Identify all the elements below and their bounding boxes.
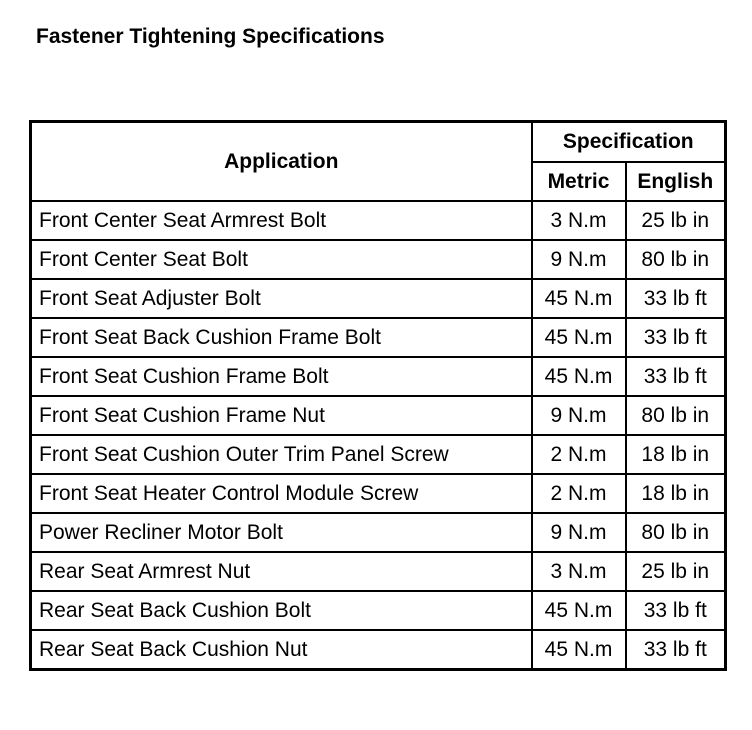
application-cell: Rear Seat Armrest Nut bbox=[31, 552, 532, 591]
application-cell: Front Center Seat Armrest Bolt bbox=[31, 201, 532, 240]
metric-cell: 2 N.m bbox=[532, 435, 626, 474]
application-cell: Front Seat Cushion Frame Nut bbox=[31, 396, 532, 435]
fastener-spec-table bbox=[29, 120, 727, 671]
english-cell: 80 lb in bbox=[626, 513, 726, 552]
table-row bbox=[31, 357, 726, 396]
english-cell: 18 lb in bbox=[626, 435, 726, 474]
table-row bbox=[31, 630, 726, 670]
application-cell: Front Center Seat Bolt bbox=[31, 240, 532, 279]
metric-cell: 2 N.m bbox=[532, 474, 626, 513]
application-cell: Power Recliner Motor Bolt bbox=[31, 513, 532, 552]
table-row bbox=[31, 279, 726, 318]
metric-cell: 45 N.m bbox=[532, 279, 626, 318]
metric-cell: 9 N.m bbox=[532, 513, 626, 552]
table-row bbox=[31, 240, 726, 279]
table-row bbox=[31, 591, 726, 630]
page-title: Fastener Tightening Specifications bbox=[36, 25, 385, 48]
metric-cell: 9 N.m bbox=[532, 396, 626, 435]
english-header: English bbox=[626, 162, 726, 201]
specification-header: Specification bbox=[532, 122, 726, 163]
application-cell: Front Seat Heater Control Module Screw bbox=[31, 474, 532, 513]
english-cell: 33 lb ft bbox=[626, 591, 726, 630]
english-cell: 33 lb ft bbox=[626, 318, 726, 357]
application-cell: Front Seat Cushion Outer Trim Panel Screw bbox=[31, 435, 532, 474]
table-row bbox=[31, 318, 726, 357]
metric-cell: 3 N.m bbox=[532, 201, 626, 240]
metric-cell: 45 N.m bbox=[532, 318, 626, 357]
application-cell: Rear Seat Back Cushion Nut bbox=[31, 630, 532, 670]
metric-cell: 45 N.m bbox=[532, 591, 626, 630]
english-cell: 80 lb in bbox=[626, 240, 726, 279]
english-cell: 33 lb ft bbox=[626, 357, 726, 396]
table-row bbox=[31, 474, 726, 513]
table-row bbox=[31, 552, 726, 591]
english-cell: 33 lb ft bbox=[626, 630, 726, 670]
table-row bbox=[31, 435, 726, 474]
application-cell: Front Seat Adjuster Bolt bbox=[31, 279, 532, 318]
english-cell: 80 lb in bbox=[626, 396, 726, 435]
english-cell: 18 lb in bbox=[626, 474, 726, 513]
metric-cell: 45 N.m bbox=[532, 357, 626, 396]
table-header bbox=[31, 122, 726, 202]
header-row bbox=[31, 122, 726, 163]
english-cell: 25 lb in bbox=[626, 201, 726, 240]
table-body bbox=[31, 201, 726, 670]
metric-cell: 9 N.m bbox=[532, 240, 626, 279]
english-cell: 33 lb ft bbox=[626, 279, 726, 318]
table-row bbox=[31, 396, 726, 435]
metric-cell: 3 N.m bbox=[532, 552, 626, 591]
application-header: Application bbox=[31, 122, 532, 202]
metric-header: Metric bbox=[532, 162, 626, 201]
application-cell: Front Seat Back Cushion Frame Bolt bbox=[31, 318, 532, 357]
metric-cell: 45 N.m bbox=[532, 630, 626, 670]
table-row bbox=[31, 513, 726, 552]
english-cell: 25 lb in bbox=[626, 552, 726, 591]
application-cell: Front Seat Cushion Frame Bolt bbox=[31, 357, 532, 396]
table-row bbox=[31, 201, 726, 240]
application-cell: Rear Seat Back Cushion Bolt bbox=[31, 591, 532, 630]
